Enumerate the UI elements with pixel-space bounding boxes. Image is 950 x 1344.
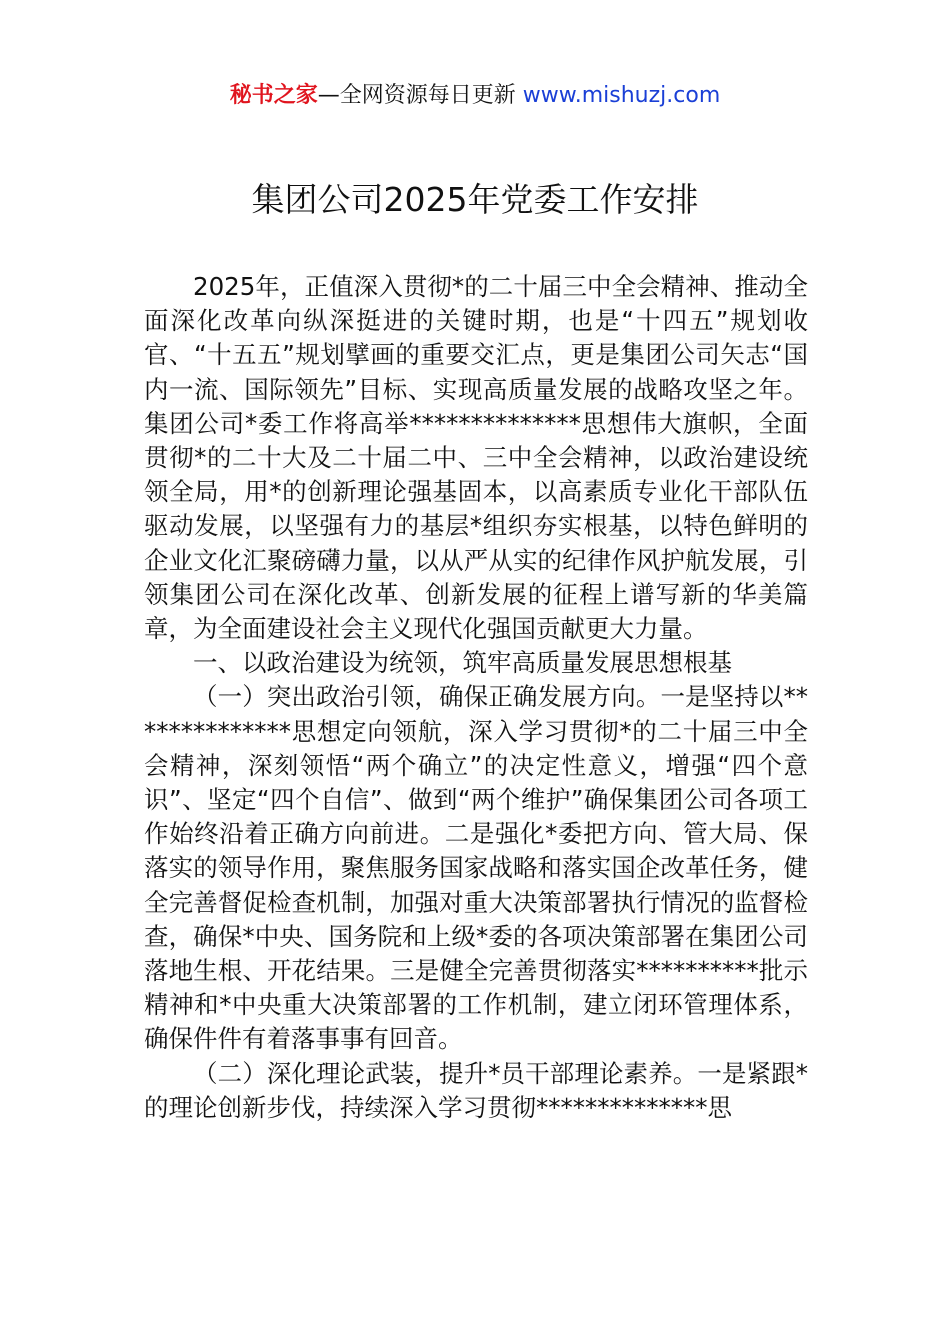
document-body xyxy=(144,270,808,1125)
section-heading-1: 一、以政治建设为统领，筑牢高质量发展思想根基 xyxy=(193,648,732,678)
document-title: 集团公司2025年党委工作安排 xyxy=(251,180,699,219)
site-brand: 秘书之家 xyxy=(229,83,318,108)
intro-paragraph: 2025年，正值深入贯彻*的二十届三中全会精神、推动全面深化改革向纵深挺进的关键时期，也是“十四五”规划收官、“十五五”规划擘画的重要交汇点，更是集团公司矢志“国内一流、国际领先”目标、实现高质量发展的战略攻坚之年。集团公司*委工作将高举**************思想伟大旗帜，全面贯彻*的二十大及二十届二中、三中全会精神，以政治建设统领全局，用*的创新理论强基固本，以高素质专业化干部队伍驱动发展，以坚强有力的基层*组织夯实根基，以特色鲜明的企业文化汇聚磅礴力量，以从严从实的纪律作风护航发展，引领集团公司在深化改革、创新发展的征程上谱写新的华美篇章，为全面建设社会主义现代化强国贡献更大力量。 xyxy=(144,272,808,644)
subsection-paragraph-1: （一）突出政治引领，确保正确发展方向。一是坚持以**************思想定向领航，深入学习贯彻*的二十届三中全会精神，深刻领悟“两个确立”的决定性意义，增强“四个意识”、坚定“四个自信”、做到“两个维护”确保集团公司各项工作始终沿着正确方向前进。二是强化*委把方向、管大局、保落实的领导作用，聚焦服务国家战略和落实国企改革任务，健全完善督促检查机制，加强对重大决策部署执行情况的监督检查，确保*中央、国务院和上级*委的各项决策部署在集团公司落地生根、开花结果。三是健全完善贯彻落实**********批示精神和*中央重大决策部署的工作机制，建立闭环管理体系，确保件件有着落事事有回音。 xyxy=(144,682,808,1054)
subsection-paragraph-2: （二）深化理论武装，提升*员干部理论素养。一是紧跟*的理论创新步伐，持续深入学习贯彻**************思 xyxy=(144,1058,808,1122)
site-url-link[interactable]: www.mishuzj.com xyxy=(522,83,721,108)
site-slogan: —全网资源每日更新 xyxy=(317,83,516,108)
site-banner xyxy=(0,80,950,112)
